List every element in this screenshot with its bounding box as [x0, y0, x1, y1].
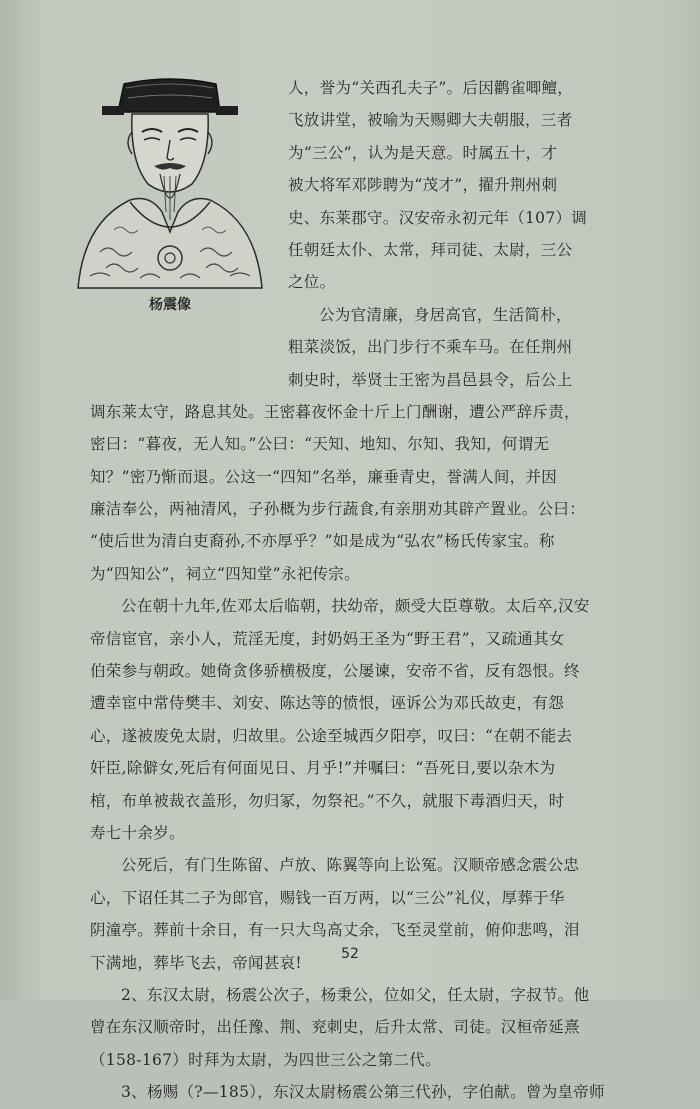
text-line: 为“三公”，认为是天意。时属五十，才 — [288, 143, 558, 162]
text-line: 任朝廷太仆、太常，拜司徒、太尉，三公 — [288, 240, 573, 259]
text-line: 知？”密乃惭而退。公这一“四知”名举，廉垂青史，誉满人间，并因 — [90, 467, 558, 486]
text-line: 史、东莱郡守。汉安帝永初元年（107）调 — [288, 208, 588, 227]
text-line: 遭幸宦中常侍樊丰、刘安、陈达等的愤恨，诬诉公为邓氏故吏，有怨 — [90, 694, 565, 713]
paragraph-start: 公在朝十九年,佐邓太后临朝，扶幼帝，颇受大臣尊敬。太后卒,汉安 — [121, 597, 590, 616]
text-line: 刺史时，举贤士王密为昌邑县令，后公上 — [288, 370, 573, 389]
text-line: 棺，布单被裁衣盖形，勿归冢，勿祭祀。”不久，就服下毒酒归天，时 — [90, 791, 565, 810]
text-line: 人，誉为“关西孔夫子”。后因鹳雀唧鳣， — [288, 79, 574, 97]
text-line: 之位。 — [288, 273, 336, 292]
text-line: 心，下诏任其二子为郎官，赐钱一百万两，以“三公”礼仪，厚葬于华 — [90, 888, 565, 907]
text-line: 被大将军邓陟聘为“茂才”，擢升荆州刺 — [288, 176, 558, 195]
text-line: 寿七十余岁。 — [90, 823, 185, 842]
text-line: 心，遂被废免太尉，归故里。公途至城西夕阳亭，叹曰：“在朝不能去 — [90, 726, 573, 745]
text-line: 调东莱太守，路息其处。王密暮夜怀金十斤上门酬谢，遭公严辞斥责， — [90, 402, 580, 421]
text-line: 廉洁奉公，两袖清风，子孙概为步行蔬食,有亲朋劝其辟产置业。公曰： — [90, 500, 586, 519]
text-line: 下满地，葬毕飞去，帝闻甚哀! — [90, 953, 302, 972]
text-line: 伯荣参与朝政。她倚贪侈骄横极度，公屡谏，安帝不省，反有怨恨。终 — [90, 662, 580, 681]
text-line: 密曰：“暮夜，无人知。”公曰：“天知、地知、尔知、我知，何谓无 — [90, 435, 550, 454]
text-line: 曾在东汉顺帝时，出任豫、荆、兖刺史，后升太常、司徒。汉桓帝延熹 — [90, 1018, 580, 1037]
text-line: 阴潼亭。葬前十余日，有一只大鸟高丈余，飞至灵堂前，俯仰悲鸣，泪 — [90, 921, 580, 940]
paragraph-start: 公为官清廉，身居高官，生活简朴， — [319, 305, 572, 324]
page-number: 52 — [341, 946, 359, 962]
portrait-caption: 杨震像 — [149, 297, 191, 313]
text-line: 飞放讲堂，被喻为天赐卿大夫朝服，三者 — [288, 111, 573, 130]
text-line: 奸臣,除僻女,死后有何面见日、月乎!”并嘱曰：“吾死日,要以杂木为 — [90, 759, 556, 778]
text-line: 为“四知公”，祠立“四知堂”永祀传宗。 — [90, 564, 360, 583]
paragraph-start: 公死后，有门生陈留、卢放、陈翼等向上讼冤。汉顺帝感念震公忠 — [121, 856, 580, 875]
paragraph-start: 2、东汉太尉，杨震公次子，杨秉公，位如父，任太尉，字叔节。他 — [121, 985, 590, 1004]
text-line: 粗菜淡饭，出门步行不乘车马。在任荆州 — [288, 338, 573, 357]
text-line: 帝信宦官，亲小人，荒淫无度，封奶妈王圣为“野王君”，又疏通其女 — [90, 629, 565, 648]
paragraph-start: 3、杨赐（?—185），东汉太尉杨震公第三代孙，字伯献。曾为皇帝师 — [121, 1083, 605, 1102]
text-line: “使后世为清白吏裔孙,不亦厚乎？”如是成为“弘农”杨氏传家宝。称 — [90, 532, 555, 551]
text-line: （158-167）时拜为太尉，为四世三公之第二代。 — [90, 1050, 441, 1069]
